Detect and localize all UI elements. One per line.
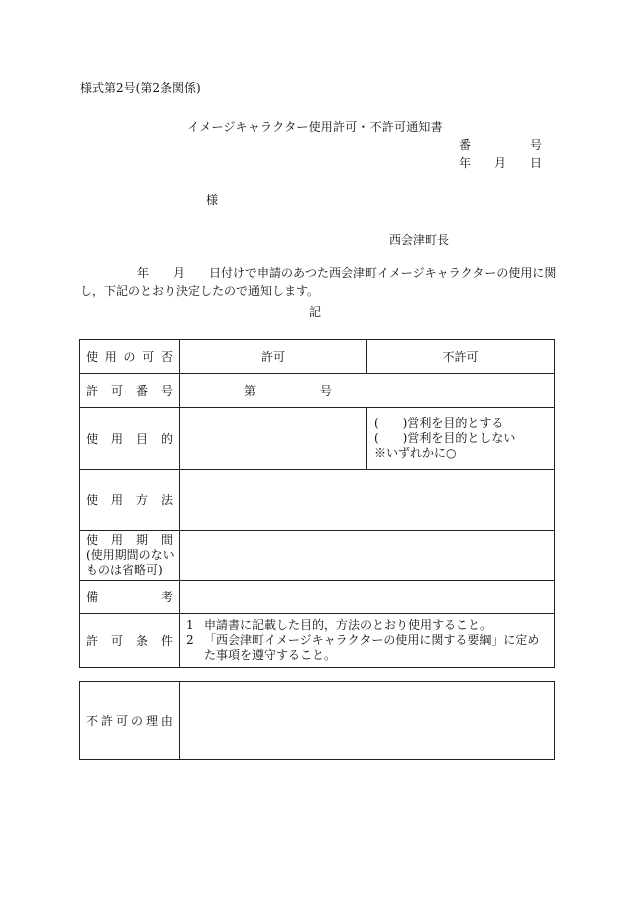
permit-number-suffix: 号: [319, 383, 332, 398]
cell-purpose-options: [367, 408, 555, 470]
date-day-label: 日: [530, 156, 543, 170]
purpose-option-noncommercial: ( )営利を目的としない: [374, 431, 516, 445]
cell-permit[interactable]: 許可: [180, 340, 367, 374]
label-reason: 不 許 可 の 理 由: [80, 682, 180, 760]
permit-number-prefix: 第: [244, 383, 257, 398]
addressee-suffix: 様: [206, 193, 219, 207]
document-title: イメージキャラクター使用許可・不許可通知書: [187, 120, 443, 134]
body-text: 日付けで申請のあつた西会津町イメージキャラクターの使用に関: [209, 266, 557, 280]
row-conditions: [80, 614, 555, 668]
row-method: [80, 470, 555, 531]
body-month: 月: [173, 266, 186, 280]
label-period: 使 用 期 間 (使用期間のない ものは省略可): [80, 531, 180, 581]
form-id: 様式第2号(第2条関係): [80, 81, 201, 95]
body-year: 年: [137, 266, 150, 280]
purpose-note: ※いずれかに○: [374, 446, 457, 460]
purpose-option-commercial: ( )営利を目的とする: [374, 416, 504, 430]
body-line-2: し，下記のとおり決定したので通知します。: [80, 284, 320, 298]
label-method: 使 用 方 法: [80, 470, 180, 531]
condition-item: 2 「西会津町イメージキャラクターの使用に関する要綱」に定めた事項を遵守すること。: [186, 633, 540, 662]
cell-remarks[interactable]: [180, 581, 555, 614]
row-permit-number: [80, 374, 555, 408]
reason-table: [79, 681, 555, 760]
row-approval: [80, 340, 555, 374]
label-remarks: 備 考: [80, 581, 180, 614]
label-approval: 使 用 の 可 否: [80, 340, 180, 374]
date-month-label: 月: [494, 156, 507, 170]
cell-period[interactable]: [180, 531, 555, 581]
number-label: 番: [459, 138, 472, 152]
row-period: [80, 531, 555, 581]
issuer: 西会津町長: [389, 233, 450, 247]
cell-permit-number[interactable]: [180, 374, 555, 408]
cell-deny[interactable]: 不許可: [367, 340, 555, 374]
label-conditions: 許 可 条 件: [80, 614, 180, 668]
cell-reason[interactable]: [180, 682, 555, 760]
label-purpose: 使 用 目 的: [80, 408, 180, 470]
cell-conditions: [180, 614, 555, 668]
row-reason: [80, 682, 555, 760]
date-year-label: 年: [459, 156, 472, 170]
row-purpose: [80, 408, 555, 470]
decision-table: [79, 339, 555, 668]
row-remarks: [80, 581, 555, 614]
label-permit-number: 許 可 番 号: [80, 374, 180, 408]
ki-heading: 記: [308, 305, 321, 319]
cell-method[interactable]: [180, 470, 555, 531]
condition-item: 1 申請書に記載した目的，方法のとおり使用すること。: [186, 618, 493, 632]
cell-purpose[interactable]: [180, 408, 367, 470]
number-suffix: 号: [530, 138, 543, 152]
